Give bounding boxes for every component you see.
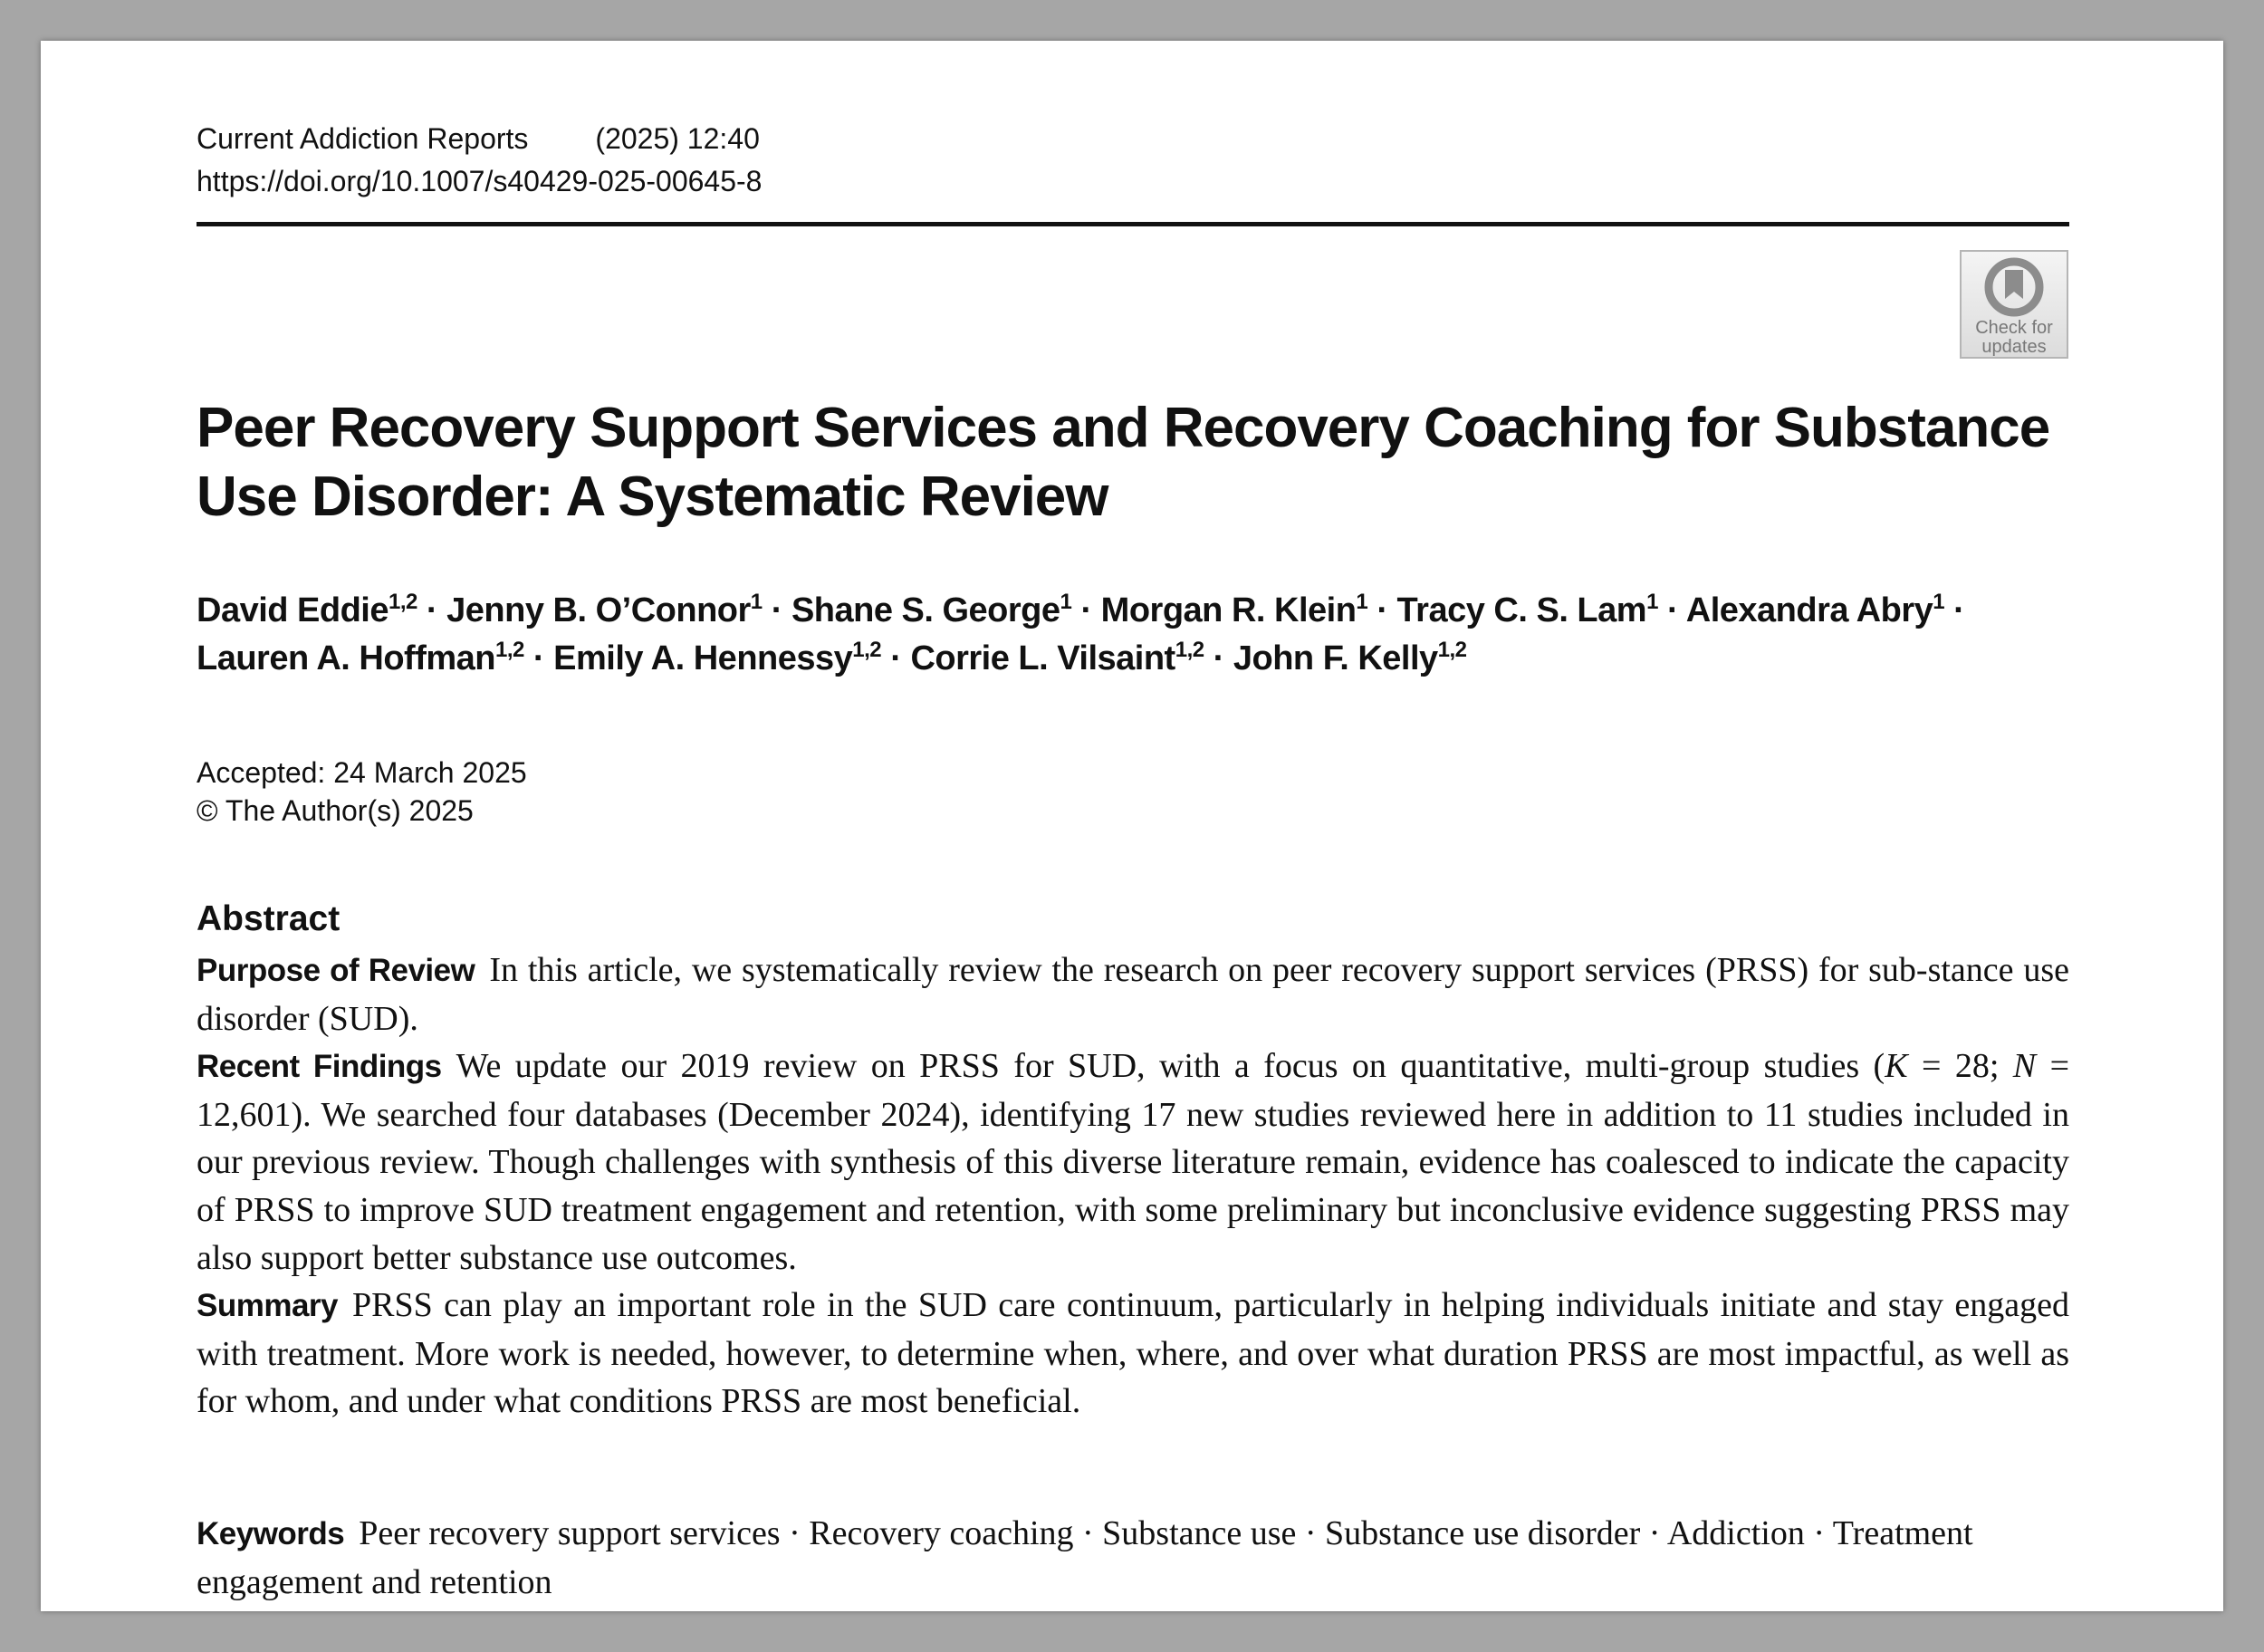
purpose-text: In this article, we systematically review the research on peer recovery support services (PRSS) for sub-stance use disorder (SUD). [197,951,2070,1038]
abstract-heading: Abstract [197,899,341,938]
check-for-updates-label [1962,319,2067,357]
author-affiliation: 1,2 [389,590,417,614]
purpose-label: Purpose of Review [197,953,475,988]
summary-label: Summary [197,1288,339,1324]
paper-page [41,41,2223,1611]
author-affiliation: 1,2 [1437,638,1467,662]
author-name[interactable]: Shane S. George [791,591,1060,629]
findings-text-2: = 12,601). We searched four databases (December 2024), identifying 17 new studies reviewed here in addition to 11 studies included in our previous review. Though challenges with synthesis of this diverse literature remain, evidence has coalesced to indicate the capacity of PRSS to improve SUD treatment engagement and retention, with some preliminary but inconclusive evidence suggesting PRSS may also support better substance use outcomes. [197,1047,2069,1277]
author-affiliation: 1,2 [495,638,524,662]
author-name[interactable]: Lauren A. Hoffman [197,639,495,677]
journal-name: Current Addiction Reports [197,122,529,155]
keywords-label: Keywords [197,1516,345,1551]
author-name[interactable]: Alexandra Abry [1685,591,1933,629]
author-name[interactable]: Emily A. Hennessy [553,639,853,677]
author-affiliation: 1 [1933,590,1945,614]
abstract-purpose [197,946,2069,1042]
copyright-notice: © The Author(s) 2025 [197,794,474,827]
author-affiliation: 1 [750,590,763,614]
author-name[interactable]: Jenny B. O’Connor [446,591,751,629]
author-affiliation: 1 [1060,590,1072,614]
summary-text: PRSS can play an important role in the SUD care continuum, particularly in helping individuals initiate and stay engaged with treatment. More work is needed, however, to determine when, where, and over what duration PRSS are most impactful, as well as for whom, and under what conditions PRSS are most beneficial. [197,1286,2069,1421]
author-affiliation: 1,2 [1175,638,1204,662]
author-affiliation: 1 [1356,590,1368,614]
badge-line-1: Check for [1975,318,2053,338]
abstract-findings [197,1042,2069,1282]
article-title [197,394,2069,532]
author-affiliation: 1 [1646,590,1658,614]
findings-text-1: We update our 2019 review on PRSS for SUD, with a focus on quantitative, multi-group studies ( [456,1047,1885,1086]
title-line-1: Peer Recovery Support Services and Recovery Coaching for Substance [197,397,2050,459]
author-list: David Eddie$^{1,2}$ · Jenny B. O’Connor$^1$ · Shane S. George$^1$ · Morgan R. Klein$^1$ · Tracy C. S. Lam$^1$ · Alexandra Abry$^1$ · Lauren A. Hoffman$^{1,2}$ · Emily A. Hennessy$^{1,2}$ · Corrie L. Vilsaint$^{1,2}$ · John F. Kelly$^{1,2}$ [197,590,1965,677]
volume-info: (2025) 12:40 [595,122,760,155]
findings-k-symbol: K [1885,1047,1908,1086]
journal-line [197,122,760,156]
author-affiliation: 1,2 [852,638,882,662]
doi-link[interactable]: https://doi.org/10.1007/s40429-025-00645-8 [197,165,763,197]
abstract-summary [197,1282,2069,1426]
findings-label: Recent Findings [197,1049,442,1085]
author-name[interactable]: John F. Kelly [1233,639,1438,677]
author-name[interactable]: Morgan R. Klein [1100,591,1357,629]
accepted-date: Accepted: 24 March 2025 [197,756,527,789]
header-rule [197,222,2069,226]
bookmark-ring-icon [1984,257,2044,317]
author-name[interactable]: Corrie L. Vilsaint [910,639,1175,677]
title-line-2: Use Disorder: A Systematic Review [197,466,1108,528]
findings-k-value: = 28; [1907,1047,2013,1086]
findings-n-symbol: N [2012,1047,2037,1086]
check-for-updates-badge[interactable] [1960,250,2068,359]
badge-line-2: updates [1981,337,2047,357]
author-name[interactable]: David Eddie [197,591,389,629]
author-name[interactable]: Tracy C. S. Lam [1396,591,1647,629]
abstract-body [197,946,2069,1426]
keywords-text: Peer recovery support services · Recovery coaching · Substance use · Substance use disorder · Addiction · Treatment engagement and retention [197,1514,1973,1601]
keywords-section [197,1510,2069,1606]
